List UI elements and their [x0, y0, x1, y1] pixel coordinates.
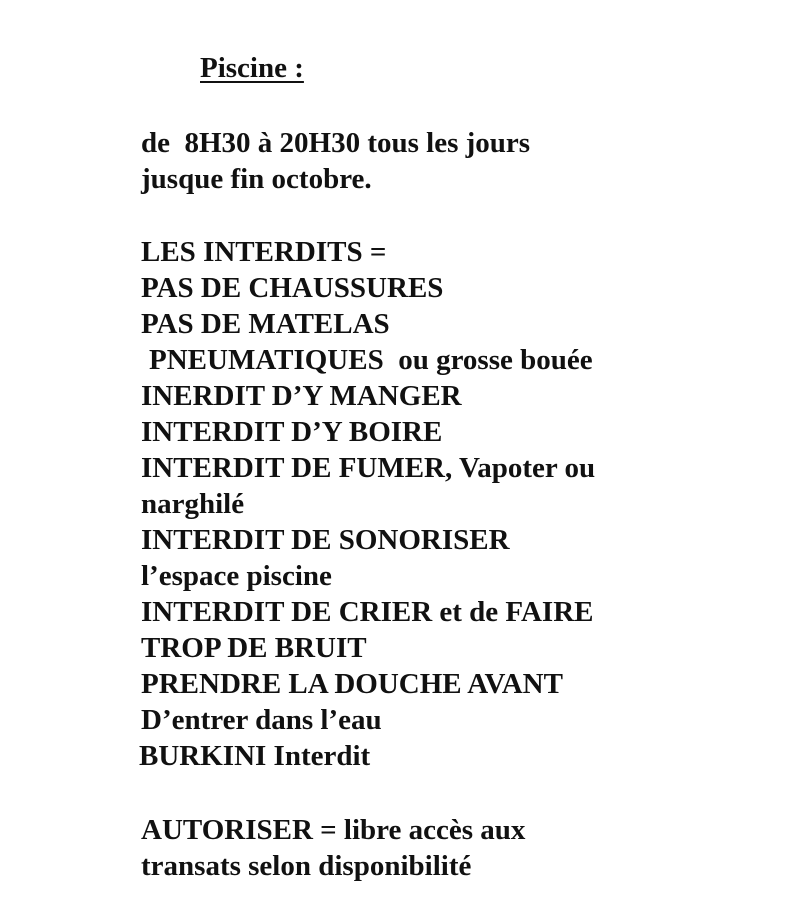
opening-hours	[141, 125, 530, 197]
page-title: Piscine :	[200, 52, 304, 84]
rules-heading: LES INTERDITS =	[141, 236, 387, 268]
rule-line: INTERDIT DE SONORISER	[141, 524, 510, 556]
rule-line: PAS DE MATELAS	[141, 308, 390, 340]
rule-line: TROP DE BRUIT	[141, 632, 367, 664]
rule-line: l’espace piscine	[141, 560, 332, 592]
rule-line: INTERDIT D’Y BOIRE	[141, 416, 443, 448]
rule-line: INERDIT D’Y MANGER	[141, 380, 462, 412]
rule-line: INTERDIT DE CRIER et de FAIRE	[141, 596, 594, 628]
rule-line: PAS DE CHAUSSURES	[141, 272, 444, 304]
allowed-line: AUTORISER = libre accès aux	[141, 814, 526, 846]
rule-line: PNEUMATIQUES ou grosse bouée	[149, 344, 593, 376]
rule-line: narghilé	[141, 488, 245, 520]
hours-line: de 8H30 à 20H30 tous les jours	[141, 127, 531, 159]
rule-line: BURKINI Interdit	[139, 740, 371, 772]
rule-line: D’entrer dans l’eau	[141, 704, 382, 736]
rule-line: INTERDIT DE FUMER, Vapoter ou	[141, 452, 596, 484]
hours-line: jusque fin octobre.	[141, 163, 372, 195]
allowed-line: transats selon disponibilité	[141, 850, 472, 882]
allowed-section	[141, 812, 525, 884]
rules-list	[141, 234, 595, 774]
rule-line: PRENDRE LA DOUCHE AVANT	[141, 668, 563, 700]
